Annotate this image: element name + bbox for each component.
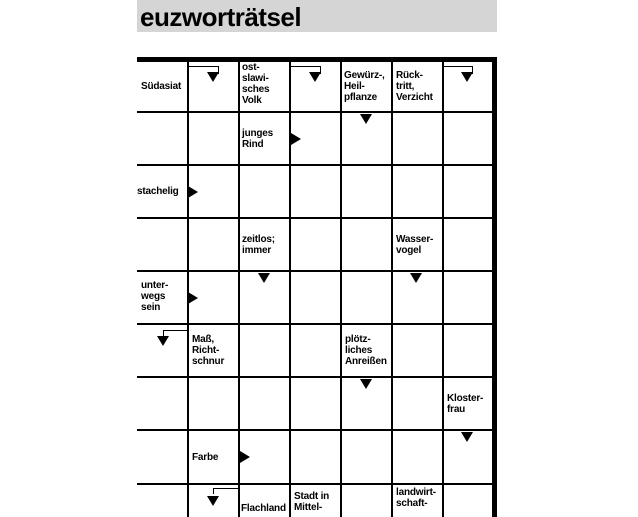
clue-gewuerz-heilpflanze: Gewürz-, Heil- pflanze [344, 70, 385, 103]
grid-line [137, 323, 492, 325]
grid-line [442, 57, 444, 517]
crossword-grid [137, 57, 497, 517]
arrow-right-icon [188, 186, 198, 198]
clue-junges-rind: junges Rind [242, 128, 274, 150]
arrow-down-icon [461, 432, 473, 442]
clue-ostslawisches-volk: ost- slawi- sches Volk [242, 62, 270, 106]
grid-frame-right [492, 57, 497, 517]
clue-ruecktritt: Rück- tritt, Verzicht [396, 70, 433, 103]
clue-klosterfrau: Kloster- frau [447, 393, 484, 415]
clue-stachelig: stachelig [137, 186, 179, 197]
grid-line [340, 57, 342, 517]
arrow-down-icon [309, 72, 321, 82]
title-bar [137, 0, 497, 32]
clue-ploetzliches-anreissen: plötz- liches Anreißen [345, 334, 387, 367]
clue-mass-richtschnur: Maß, Richt- schnur [192, 334, 225, 367]
clue-farbe: Farbe [192, 452, 219, 463]
arrow-down-icon [360, 379, 372, 389]
grid-line [137, 270, 492, 272]
clue-zeitlos: zeitlos; immer [242, 234, 275, 256]
arrow-down-icon [207, 72, 219, 82]
grid-line [187, 57, 189, 517]
clue-stadt-in: Stadt in Mittel- [294, 491, 330, 513]
arrow-down-icon [360, 114, 372, 124]
arrow-right-icon [188, 292, 198, 304]
arrow-down-icon [410, 273, 422, 283]
grid-line [289, 57, 291, 517]
grid-line [137, 217, 492, 219]
grid-line [137, 376, 492, 378]
grid-line [391, 57, 393, 517]
grid-line [137, 483, 492, 485]
grid-line [137, 429, 492, 431]
clue-flachland: Flachland [241, 503, 286, 514]
arrow-down-icon [258, 273, 270, 283]
arrow-connector [213, 488, 240, 494]
clue-landwirtschaft: landwirt- schaft- [396, 487, 436, 509]
grid-line [137, 164, 492, 166]
clue-suedasiat: Südasiat [141, 81, 182, 92]
puzzle-title: euzworträtsel [140, 2, 302, 32]
arrow-down-icon [157, 336, 169, 346]
arrow-right-icon [240, 451, 250, 463]
arrow-down-icon [461, 72, 473, 82]
grid-line [137, 111, 492, 113]
grid-line [238, 57, 240, 517]
arrow-down-icon [207, 496, 219, 506]
arrow-right-icon [291, 133, 301, 145]
clue-unterwegs-sein: unter- wegs sein [141, 280, 169, 313]
clue-wasservogel: Wasser- vogel [396, 234, 434, 256]
